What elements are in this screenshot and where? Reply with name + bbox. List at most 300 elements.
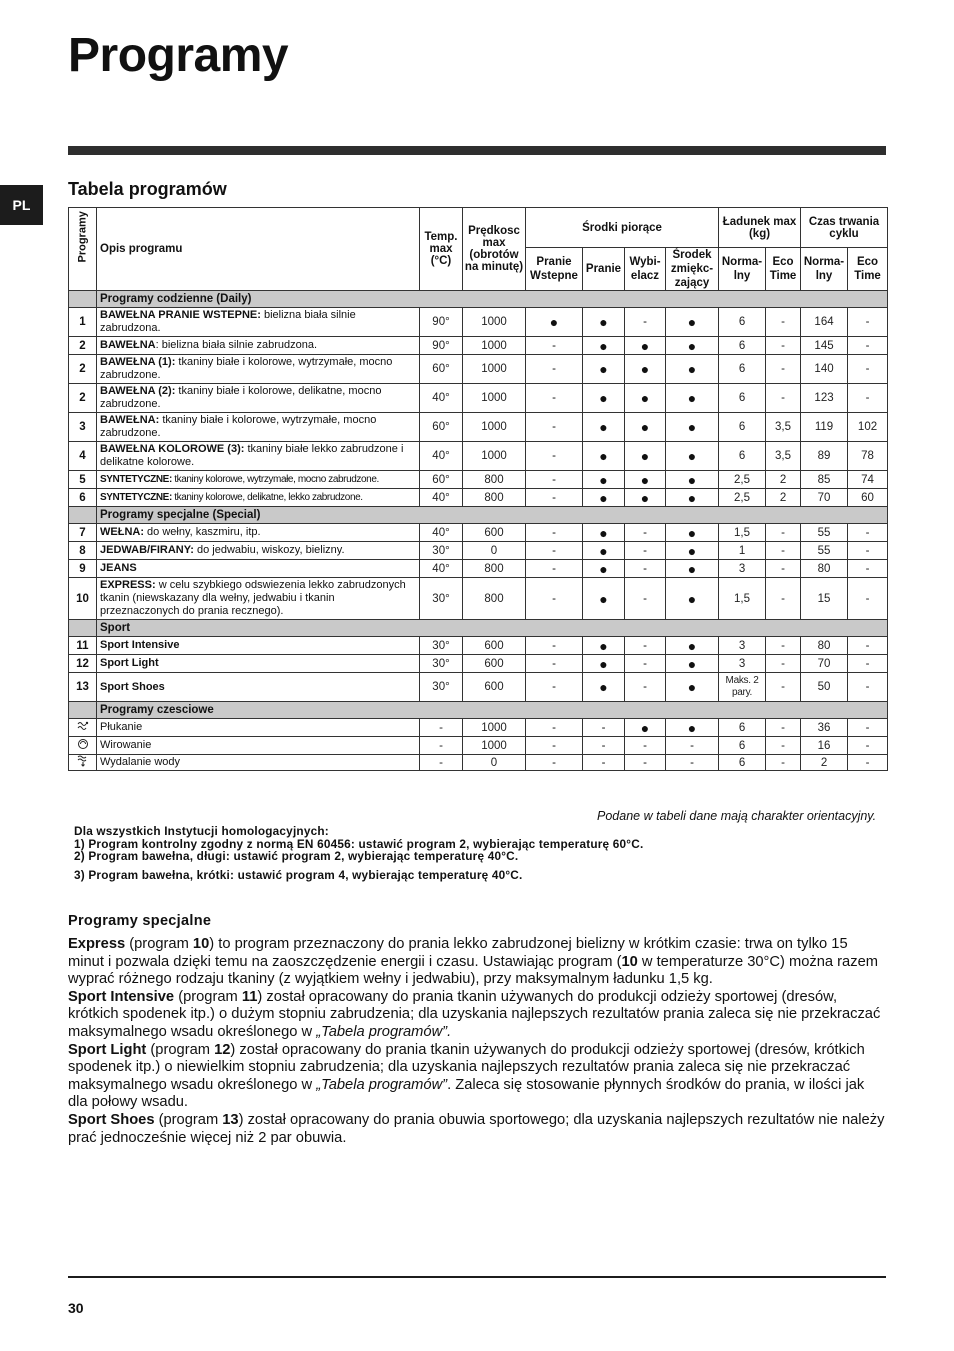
time-eco-cell: 102	[848, 413, 888, 442]
load-normal-cell: 6	[719, 737, 766, 755]
speed-cell: 800	[463, 489, 526, 507]
wash-cell: ●	[583, 560, 625, 578]
temp-cell: 40°	[420, 384, 463, 413]
footnote-intro: Dla wszystkich Instytucji homologacyjnych:	[74, 824, 329, 838]
temp-cell: -	[420, 737, 463, 755]
header-prewash: Pranie Wstepne	[526, 248, 583, 291]
bleach-cell: ●	[625, 413, 666, 442]
bleach-cell: -	[625, 737, 666, 755]
prewash-cell: -	[526, 489, 583, 507]
partial-rows	[69, 719, 888, 771]
program-description	[97, 637, 420, 655]
wash-cell: ●	[583, 655, 625, 673]
prewash-cell: -	[526, 673, 583, 702]
load-normal-cell: 6	[719, 755, 766, 771]
program-detail: : bielizna biała silnie zabrudzona.	[155, 339, 318, 351]
bleach-cell: ●	[625, 719, 666, 737]
section-heading: Tabela programów	[68, 179, 227, 199]
prewash-cell: -	[526, 355, 583, 384]
group-heading-partial: Programy czesciowe	[97, 702, 888, 719]
speed-cell: 1000	[463, 737, 526, 755]
program-number: 2	[69, 355, 97, 384]
time-normal-cell: 140	[801, 355, 848, 384]
temp-cell: -	[420, 719, 463, 737]
program-number: 1	[69, 308, 97, 337]
time-eco-cell: -	[848, 542, 888, 560]
time-normal-cell: 123	[801, 384, 848, 413]
time-normal-cell: 80	[801, 637, 848, 655]
time-normal-cell: 85	[801, 471, 848, 489]
load-eco-cell: 2	[766, 489, 801, 507]
load-eco-cell: -	[766, 578, 801, 620]
temp-cell: 60°	[420, 355, 463, 384]
wash-cell: ●	[583, 308, 625, 337]
table-row	[69, 337, 888, 355]
page-number: 30	[68, 1300, 84, 1316]
special-programs-heading: Programy specjalne	[68, 913, 212, 929]
wash-cell: ●	[583, 413, 625, 442]
program-description: Wydalanie wody	[97, 755, 420, 771]
time-normal-cell: 16	[801, 737, 848, 755]
temp-cell: 30°	[420, 542, 463, 560]
bleach-cell: ●	[625, 489, 666, 507]
prewash-cell: -	[526, 737, 583, 755]
softener-cell: ●	[666, 637, 719, 655]
time-eco-cell: 74	[848, 471, 888, 489]
table-disclaimer: Podane w tabeli dane mają charakter orientacyjny.	[597, 809, 877, 823]
load-normal-cell: 1,5	[719, 524, 766, 542]
program-number: 13	[69, 673, 97, 702]
softener-cell: ●	[666, 308, 719, 337]
wash-cell: -	[583, 755, 625, 771]
time-eco-cell: 78	[848, 442, 888, 471]
header-softener: Środek zmiękc-zający	[666, 248, 719, 291]
temp-cell: 30°	[420, 673, 463, 702]
group-heading-daily: Programy codzienne (Daily)	[97, 291, 888, 308]
softener-cell: ●	[666, 337, 719, 355]
temp-cell: 60°	[420, 413, 463, 442]
program-detail: tkaniny białe lekko zabrudzone i delikatne kolorowe.	[100, 443, 404, 468]
group-cell	[69, 702, 97, 719]
program-name: Sport Shoes	[100, 680, 165, 693]
sport-light-paragraph: Sport Light (program 12) został opracowany do prania tkanin używanych do produkcji odzieży sportowej (dresów, krótkich spodenek itp.) o niewielkim stopniu zabrudzenia; dla uzyskania najlepszych rezultatów prania zaleca się nie przekraczać maksymalnego wsadu określonego w „Tabela programów”. Zaleca się stosowanie płynnych środków do prania, w ilości jak dla połowy wsadu.	[68, 1041, 865, 1111]
time-normal-cell: 70	[801, 655, 848, 673]
daily-rows	[69, 308, 888, 507]
program-name: BAWEŁNA (2):	[100, 385, 176, 397]
prewash-cell: -	[526, 413, 583, 442]
program-number: 2	[69, 384, 97, 413]
speed-cell: 1000	[463, 337, 526, 355]
load-eco-cell: -	[766, 337, 801, 355]
program-name: Sport Intensive	[100, 639, 180, 651]
speed-cell: 0	[463, 755, 526, 771]
header-time-eco: Eco Time	[848, 248, 888, 291]
load-normal-cell: 1	[719, 542, 766, 560]
table-row	[69, 308, 888, 337]
wash-cell: ●	[583, 578, 625, 620]
temp-cell: 40°	[420, 524, 463, 542]
footnote-2: 2) Program bawełna, długi: ustawić program 2, wybierając temperaturę 40°C.	[74, 849, 519, 863]
header-temp: Temp. max (°C)	[420, 208, 463, 291]
temp-cell: 40°	[420, 442, 463, 471]
program-detail: w celu szybkiego odswiezenia lekko zabrudzonych tkanin (niewskazany dla wełny, jedwabiu i tkanin przeznaczonych do prania recznego).	[100, 579, 406, 617]
title-divider	[68, 146, 886, 155]
bleach-cell: -	[625, 655, 666, 673]
prewash-cell: -	[526, 755, 583, 771]
program-description	[97, 489, 420, 507]
bleach-cell: -	[625, 755, 666, 771]
temp-cell: 30°	[420, 655, 463, 673]
group-cell	[69, 507, 97, 524]
prewash-cell: -	[526, 337, 583, 355]
bleach-cell: -	[625, 542, 666, 560]
program-name: SYNTETYCZNE:	[100, 474, 172, 485]
time-eco-cell: -	[848, 524, 888, 542]
load-eco-cell: -	[766, 737, 801, 755]
bleach-cell: ●	[625, 384, 666, 413]
time-normal-cell: 55	[801, 524, 848, 542]
page-title: Programy	[68, 29, 289, 82]
table-row	[69, 637, 888, 655]
load-normal-cell: 6	[719, 355, 766, 384]
program-name: BAWEŁNA PRANIE WSTEPNE:	[100, 309, 261, 321]
header-programy: Programy	[69, 208, 97, 291]
program-detail: do wełny, kaszmiru, itp.	[144, 526, 261, 538]
table-row	[69, 737, 888, 755]
load-normal-cell: 6	[719, 442, 766, 471]
load-normal-cell: 3	[719, 637, 766, 655]
load-normal-cell: Maks. 2 pary.	[719, 673, 766, 702]
load-eco-cell: -	[766, 719, 801, 737]
table-row	[69, 578, 888, 620]
time-eco-cell: -	[848, 673, 888, 702]
prewash-cell: -	[526, 442, 583, 471]
speed-cell: 800	[463, 578, 526, 620]
footer-divider	[68, 1276, 886, 1278]
load-eco-cell: -	[766, 308, 801, 337]
prewash-cell: -	[526, 637, 583, 655]
program-number: 3	[69, 413, 97, 442]
header-time: Czas trwania cyklu	[801, 208, 888, 248]
time-eco-cell: -	[848, 355, 888, 384]
program-detail: tkaniny białe i kolorowe, wytrzymałe, mocno zabrudzone.	[100, 414, 377, 439]
softener-cell: ●	[666, 413, 719, 442]
load-eco-cell: -	[766, 637, 801, 655]
load-eco-cell: -	[766, 355, 801, 384]
time-normal-cell: 50	[801, 673, 848, 702]
header-load-eco: Eco Time	[766, 248, 801, 291]
footnote-3: 3) Program bawełna, krótki: ustawić program 4, wybierając temperaturę 40°C.	[74, 867, 523, 882]
group-heading-special: Programy specjalne (Special)	[97, 507, 888, 524]
program-name: BAWEŁNA KOLOROWE (3):	[100, 443, 245, 455]
wash-cell: ●	[583, 471, 625, 489]
wash-cell: ●	[583, 442, 625, 471]
load-eco-cell: -	[766, 524, 801, 542]
program-detail: tkaniny kolorowe, delikatne, lekko zabrudzone.	[171, 492, 363, 503]
table-row	[69, 384, 888, 413]
softener-cell: ●	[666, 442, 719, 471]
program-description	[97, 471, 420, 489]
temp-cell: 60°	[420, 471, 463, 489]
header-load: Ładunek max (kg)	[719, 208, 801, 248]
load-normal-cell: 3	[719, 655, 766, 673]
program-description	[97, 413, 420, 442]
prewash-cell: -	[526, 384, 583, 413]
wash-cell: -	[583, 737, 625, 755]
speed-cell: 600	[463, 673, 526, 702]
time-normal-cell: 70	[801, 489, 848, 507]
program-number: 5	[69, 471, 97, 489]
load-eco-cell: -	[766, 560, 801, 578]
temp-cell: 40°	[420, 489, 463, 507]
prewash-cell: -	[526, 560, 583, 578]
softener-cell: ●	[666, 384, 719, 413]
bleach-cell: ●	[625, 471, 666, 489]
speed-cell: 1000	[463, 442, 526, 471]
load-normal-cell: 6	[719, 719, 766, 737]
softener-cell: ●	[666, 673, 719, 702]
time-eco-cell: -	[848, 578, 888, 620]
wash-cell: ●	[583, 637, 625, 655]
header-bleach: Wybi-elacz	[625, 248, 666, 291]
load-eco-cell: -	[766, 655, 801, 673]
speed-cell: 1000	[463, 413, 526, 442]
program-name: JEDWAB/FIRANY:	[100, 544, 194, 556]
program-number: 2	[69, 337, 97, 355]
load-normal-cell: 1,5	[719, 578, 766, 620]
sport-rows	[69, 637, 888, 702]
spin-icon	[69, 737, 97, 755]
softener-cell: -	[666, 755, 719, 771]
table-row	[69, 489, 888, 507]
header-speed: Prędkosc max (obrotów na minutę)	[463, 208, 526, 291]
prewash-cell: -	[526, 471, 583, 489]
bleach-cell: -	[625, 637, 666, 655]
speed-cell: 800	[463, 560, 526, 578]
wash-cell: ●	[583, 489, 625, 507]
program-description: Płukanie	[97, 719, 420, 737]
load-eco-cell: 2	[766, 471, 801, 489]
sport-shoes-paragraph: Sport Shoes (program 13) został opracowany do prania obuwia sportowego; dla uzyskania najlepszych rezultatów nie należy prać jednocześnie więcej niż 2 par obuwia.	[68, 1111, 885, 1146]
bleach-cell: -	[625, 560, 666, 578]
special-programs-text	[68, 936, 886, 1147]
prewash-cell: ●	[526, 308, 583, 337]
load-normal-cell: 2,5	[719, 471, 766, 489]
bleach-cell: -	[625, 578, 666, 620]
time-normal-cell: 89	[801, 442, 848, 471]
program-description	[97, 384, 420, 413]
program-description	[97, 560, 420, 578]
load-normal-cell: 6	[719, 413, 766, 442]
program-description: Wirowanie	[97, 737, 420, 755]
prewash-cell: -	[526, 655, 583, 673]
program-detail: tkaniny kolorowe, wytrzymałe, mocno zabrudzone.	[171, 474, 379, 485]
speed-cell: 0	[463, 542, 526, 560]
speed-cell: 1000	[463, 308, 526, 337]
program-description	[97, 524, 420, 542]
program-description	[97, 655, 420, 673]
program-description	[97, 308, 420, 337]
load-eco-cell: -	[766, 384, 801, 413]
program-name: WEŁNA:	[100, 526, 144, 538]
table-row	[69, 355, 888, 384]
program-detail: bielizna biała silnie zabrudzona.	[100, 309, 356, 334]
program-number: 8	[69, 542, 97, 560]
temp-cell: 40°	[420, 560, 463, 578]
time-eco-cell: -	[848, 308, 888, 337]
table-row	[69, 560, 888, 578]
table-row	[69, 542, 888, 560]
program-description	[97, 355, 420, 384]
bleach-cell: -	[625, 308, 666, 337]
time-normal-cell: 36	[801, 719, 848, 737]
wash-cell: -	[583, 719, 625, 737]
prewash-cell: -	[526, 719, 583, 737]
program-detail: tkaniny białe i kolorowe, delikatne, mocno zabrudzone.	[100, 385, 382, 410]
wash-cell: ●	[583, 337, 625, 355]
program-number: 11	[69, 637, 97, 655]
wash-cell: ●	[583, 524, 625, 542]
table-row	[69, 719, 888, 737]
load-eco-cell: 3,5	[766, 413, 801, 442]
program-number: 9	[69, 560, 97, 578]
load-eco-cell: 3,5	[766, 442, 801, 471]
language-tab: PL	[0, 185, 43, 225]
program-name: BAWEŁNA (1):	[100, 356, 176, 368]
softener-cell: -	[666, 737, 719, 755]
rinse-icon	[69, 719, 97, 737]
bleach-cell: -	[625, 673, 666, 702]
speed-cell: 1000	[463, 355, 526, 384]
time-eco-cell: -	[848, 737, 888, 755]
table-row	[69, 413, 888, 442]
program-detail: tkaniny białe i kolorowe, wytrzymałe, mocno zabrudzone.	[100, 356, 393, 381]
speed-cell: 1000	[463, 384, 526, 413]
time-normal-cell: 80	[801, 560, 848, 578]
program-number: 10	[69, 578, 97, 620]
load-normal-cell: 6	[719, 308, 766, 337]
express-paragraph: Express (program 10) to program przeznaczony do prania lekko zabrudzonej bielizny w krótkim czasie: trwa on tylko 15 minut i pozwala dzięki temu na zaoszczędzenie energii i czasu. Ustawiając program (10 w temperaturze 30°C) można razem wyprać różnego rodzaju tkaniny (z wyjątkiem wełny i jedwabiu), przy maksymalnym ładunku 1,5 kg.	[68, 936, 878, 988]
load-eco-cell: -	[766, 673, 801, 702]
program-description	[97, 337, 420, 355]
softener-cell: ●	[666, 655, 719, 673]
drain-icon	[69, 755, 97, 771]
program-description	[97, 673, 420, 702]
softener-cell: ●	[666, 355, 719, 384]
program-number: 7	[69, 524, 97, 542]
temp-cell: 90°	[420, 337, 463, 355]
program-number: 6	[69, 489, 97, 507]
softener-cell: ●	[666, 471, 719, 489]
group-cell	[69, 291, 97, 308]
bleach-cell: ●	[625, 442, 666, 471]
time-eco-cell: -	[848, 337, 888, 355]
time-eco-cell: -	[848, 560, 888, 578]
speed-cell: 600	[463, 637, 526, 655]
time-normal-cell: 145	[801, 337, 848, 355]
time-normal-cell: 119	[801, 413, 848, 442]
table-row	[69, 442, 888, 471]
prewash-cell: -	[526, 524, 583, 542]
time-normal-cell: 15	[801, 578, 848, 620]
program-detail: do jedwabiu, wiskozy, bielizny.	[193, 544, 345, 556]
load-eco-cell: -	[766, 542, 801, 560]
program-name: Sport Light	[100, 657, 159, 669]
time-normal-cell: 2	[801, 755, 848, 771]
softener-cell: ●	[666, 560, 719, 578]
time-eco-cell: -	[848, 719, 888, 737]
softener-cell: ●	[666, 719, 719, 737]
temp-cell: 30°	[420, 637, 463, 655]
prewash-cell: -	[526, 542, 583, 560]
program-name: JEANS	[100, 562, 137, 574]
time-eco-cell: -	[848, 755, 888, 771]
softener-cell: ●	[666, 524, 719, 542]
group-heading-sport: Sport	[97, 620, 888, 637]
time-eco-cell: -	[848, 384, 888, 413]
group-cell	[69, 620, 97, 637]
wash-cell: ●	[583, 673, 625, 702]
wash-cell: ●	[583, 355, 625, 384]
table-row	[69, 655, 888, 673]
time-eco-cell: -	[848, 637, 888, 655]
time-normal-cell: 55	[801, 542, 848, 560]
bleach-cell: -	[625, 524, 666, 542]
homologation-footnotes	[74, 825, 643, 881]
softener-cell: ●	[666, 542, 719, 560]
softener-cell: ●	[666, 578, 719, 620]
header-wash: Pranie	[583, 248, 625, 291]
header-opis: Opis programu	[97, 208, 420, 291]
time-eco-cell: 60	[848, 489, 888, 507]
footnote-1: 1) Program kontrolny zgodny z normą EN 60456: ustawić program 2, wybierając temperaturę 60°C.	[74, 836, 644, 851]
softener-cell: ●	[666, 489, 719, 507]
program-description	[97, 578, 420, 620]
program-name: EXPRESS:	[100, 579, 156, 591]
load-normal-cell: 6	[719, 384, 766, 413]
load-normal-cell: 2,5	[719, 489, 766, 507]
sport-intensive-paragraph: Sport Intensive (program 11) został opracowany do prania tkanin używanych do produkcji odzieży sportowej (dresów, krótkich spodenek itp.) o dużym stopniu zabrudzenia; dla uzyskania najlepszych rezultatów prania zaleca się nie przekraczać maksymalnego wsadu określonego w „Tabela programów”.	[68, 988, 881, 1040]
program-table	[68, 207, 888, 771]
wash-cell: ●	[583, 384, 625, 413]
header-load-normal: Norma-lny	[719, 248, 766, 291]
wash-cell: ●	[583, 542, 625, 560]
table-row	[69, 673, 888, 702]
table-row	[69, 755, 888, 771]
bleach-cell: ●	[625, 355, 666, 384]
load-normal-cell: 6	[719, 337, 766, 355]
speed-cell: 600	[463, 655, 526, 673]
speed-cell: 800	[463, 471, 526, 489]
program-name: SYNTETYCZNE:	[100, 492, 172, 503]
load-eco-cell: -	[766, 755, 801, 771]
temp-cell: -	[420, 755, 463, 771]
program-number: 4	[69, 442, 97, 471]
program-description	[97, 442, 420, 471]
program-description	[97, 542, 420, 560]
program-name: BAWEŁNA	[100, 339, 156, 351]
time-normal-cell: 164	[801, 308, 848, 337]
speed-cell: 1000	[463, 719, 526, 737]
prewash-cell: -	[526, 578, 583, 620]
temp-cell: 30°	[420, 578, 463, 620]
time-eco-cell: -	[848, 655, 888, 673]
table-row	[69, 471, 888, 489]
header-time-normal: Norma-lny	[801, 248, 848, 291]
table-row	[69, 524, 888, 542]
special-rows	[69, 524, 888, 620]
speed-cell: 600	[463, 524, 526, 542]
